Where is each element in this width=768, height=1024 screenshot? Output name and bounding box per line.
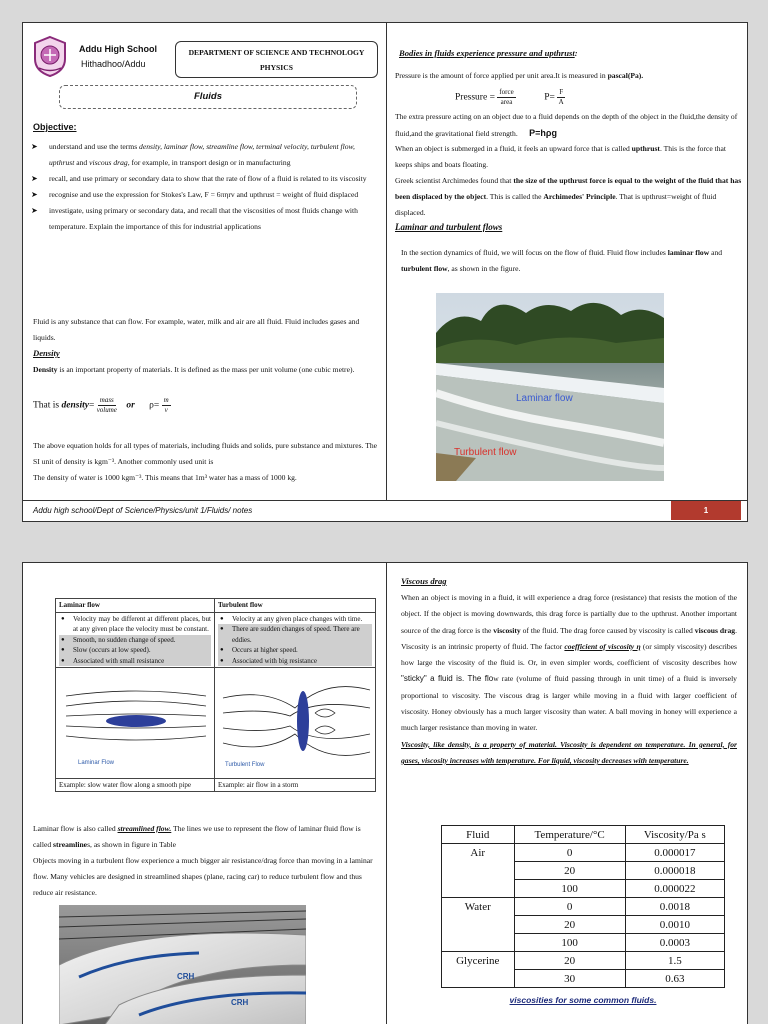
streamline-word: streamlined flow. <box>117 824 172 833</box>
viscous-text: When an object is moving in a fluid, it will experience a drag force (resistance) that resists the motion of the object. If the object is moving downwards, this drag force is partially due to the upthrust. Another important source of the drag force is the <box>401 593 737 635</box>
streamlines-word: streamline <box>53 840 88 849</box>
objective-text: understand and use the terms <box>49 142 140 151</box>
formula-word: density <box>61 400 89 411</box>
f-over-a <box>557 88 565 107</box>
column-divider <box>386 23 387 500</box>
laminar-example: Example: slow water flow along a smooth pipe <box>56 778 215 792</box>
flow-intro-text: , as shown in the figure. <box>447 264 521 273</box>
archimedes-law: the size of the upthrust force is equal to the weight of the fluid that has been displaced by the object <box>395 176 742 201</box>
upthrust-word: upthrust <box>631 144 660 153</box>
table-row <box>442 916 725 934</box>
table-cell: 100 <box>514 880 625 898</box>
table-row <box>442 970 725 988</box>
formula-or: or <box>126 400 135 411</box>
department-subject: PHYSICS <box>260 63 293 72</box>
streamline-text: Laminar flow is also called <box>33 824 118 833</box>
train-photo <box>59 905 306 1024</box>
streamline-text: The lines we use to represent the flow of laminar fluid flow is called <box>33 824 361 849</box>
objective-heading: Objective: <box>33 122 77 132</box>
laminar-flow-diagram <box>56 668 214 774</box>
pressure-definition <box>395 68 740 84</box>
school-name <box>79 42 157 72</box>
emphasis-text: Viscosity, like density, is a property of material. Viscosity is dependent on temperature. <box>401 739 686 749</box>
table-point: ● Velocity at any given place changes with time. <box>218 614 372 625</box>
table-header: Fluid <box>442 826 515 844</box>
page-1 <box>22 22 748 522</box>
objective-item: ➤ recall, and use primary or secondary data to show that the rate of flow of a fluid is related to its viscosity <box>31 171 376 187</box>
viscous-text: (or simply viscosity) describes how large the viscosity of the fluid is. Or, in even simpler words, coefficient of viscosity describes how <box>401 641 738 668</box>
table-cell: Water <box>442 898 515 916</box>
page-footer <box>23 500 748 522</box>
archimedes-paragraph <box>395 173 743 221</box>
table-point: ● Associated with small resistance <box>59 656 211 667</box>
flow-section-intro <box>401 245 741 277</box>
table-cell: 0.000017 <box>625 844 724 862</box>
pressure-heading-text: Bodies in fluids experience pressure and upthrust <box>399 48 575 58</box>
objective-list <box>31 139 376 235</box>
viscosity-table-caption: viscosities for some common fluids. <box>509 995 657 1005</box>
table-cell: 0 <box>514 844 625 862</box>
viscosity-table <box>441 825 725 988</box>
upthrust-text: . This is the force that keeps ships and boats floating. <box>395 144 727 169</box>
m-over-v <box>162 396 171 415</box>
table-row <box>442 898 725 916</box>
archimedes-text: . That is upthrust=weight of fluid displaced. <box>395 192 717 217</box>
density-paragraph <box>33 438 378 486</box>
table-cell: 20 <box>514 952 625 970</box>
turbulent-points <box>215 612 376 668</box>
viscous-text: of the fluid. The drag force caused by viscosity is called <box>520 625 695 635</box>
table-row <box>442 934 725 952</box>
density-definition <box>33 362 373 378</box>
table-cell: 0.0003 <box>625 934 724 952</box>
viscosity-word: viscosity <box>493 625 521 635</box>
table-cell <box>442 934 515 952</box>
pressure-formula <box>455 88 565 107</box>
table-cell: 100 <box>514 934 625 952</box>
formula-denominator: area <box>500 98 513 106</box>
viscosity-emphasis <box>401 737 737 770</box>
table-cell: 20 <box>514 862 625 880</box>
objective-text: for example, in transport design or in manufacturing <box>129 158 291 167</box>
school-logo-icon <box>31 35 69 77</box>
laminar-diagram-label: Laminar Flow <box>78 760 115 766</box>
table-cell: 20 <box>514 916 625 934</box>
flow-intro-text: In the section dynamics of fluid, we will focus on the flow of fluid. Fluid flow includes <box>401 248 668 257</box>
objective-terms: density, laminar flow, streamline flow, terminal velocity, turbulent flow, upthrust <box>49 142 355 167</box>
table-point: ● Occurs at higher speed. <box>218 645 372 656</box>
density-definition-text: is an important property of materials. It is defined as the mass per unit volume (one cubic metre). <box>57 365 355 374</box>
footer-text: Addu high school/Dept of Science/Physics/unit 1/Fluids/ notes <box>33 506 253 515</box>
laminar-points <box>56 612 215 668</box>
objective-terms: viscous drag, <box>89 158 130 167</box>
school-title: Addu High School <box>79 44 157 54</box>
pressure-heading-colon: : <box>574 48 578 58</box>
objective-item: ➤ recognise and use the expression for Stokes's Law, F = 6πηrv and upthrust = weight of fluid displaced <box>31 187 376 203</box>
density-water: The density of water is 1000 kgm⁻³. This means that 1m³ water has a mass of 1000 kg. <box>33 473 297 482</box>
upthrust-text: When an object is submerged in a fluid, it feels an upward force that is called <box>395 144 632 153</box>
page-2 <box>22 562 748 1024</box>
turbulent-diagram-cell <box>215 668 376 779</box>
table-cell: 0.0010 <box>625 916 724 934</box>
archimedes-text: . This is called the <box>486 192 544 201</box>
school-location: Hithadhoo/Addu <box>81 59 146 69</box>
viscous-drag-paragraph <box>401 590 737 769</box>
formula-numerator: F <box>559 88 564 96</box>
density-heading: Density <box>33 348 60 358</box>
laminar-turbulent-heading: Laminar and turbulent flows <box>395 222 503 232</box>
weir-flow-photo <box>436 293 664 481</box>
pressure-unit: pascal(Pa). <box>607 71 644 80</box>
streamline-text: s, as shown in figure in Table <box>87 840 177 849</box>
objective-item <box>31 139 376 171</box>
table-cell <box>442 880 515 898</box>
table-point: ● Associated with big resistance <box>218 656 372 667</box>
fluid-intro: Fluid is any substance that can flow. For example, water, milk and air are all fluid. Fluid includes gases and liquids. <box>33 317 360 342</box>
streamline-paragraph <box>33 821 378 853</box>
turbulent-flow-diagram <box>215 668 375 774</box>
laminar-flow-label: Laminar flow <box>516 393 573 404</box>
viscous-drag-word: viscous drag <box>694 625 736 635</box>
viscous-text: . Viscosity is an intrinsic property of fluid. The factor <box>401 625 737 651</box>
coefficient-word: coefficient of viscosity η <box>564 641 641 651</box>
table-cell: 0 <box>514 898 625 916</box>
table-point: ● There are sudden changes of speed. There are eddies. <box>218 624 372 645</box>
formula-numerator: m <box>163 396 169 404</box>
table-cell: 0.0018 <box>625 898 724 916</box>
formula-denominator: volume <box>96 406 117 414</box>
column-divider <box>386 563 387 1024</box>
department-box <box>175 41 378 78</box>
pressure-def-text: Pressure is the amount of force applied per unit area.It is measured in <box>395 71 608 80</box>
page-number: 1 <box>671 501 741 520</box>
train-logo-text: CRH <box>231 998 249 1007</box>
extra-pressure-text: The extra pressure acting on an object due to a fluid depends on the depth of the object in the fluid,the density of fluid,and the gravitational field strength. <box>395 112 738 138</box>
table-header: Temperature/°C <box>514 826 625 844</box>
table-cell <box>442 970 515 988</box>
formula-rho: ρ= <box>149 400 160 411</box>
laminar-word: laminar flow <box>667 248 710 257</box>
force-over-area <box>497 88 515 107</box>
table-row <box>442 844 725 862</box>
formula-denominator: A <box>558 98 564 106</box>
table-cell: Air <box>442 844 515 862</box>
mass-over-volume <box>97 396 117 415</box>
hydrostatic-formula: P=hρg <box>529 128 557 138</box>
table-cell: 0.000022 <box>625 880 724 898</box>
department-name: DEPARTMENT OF SCIENCE AND TECHNOLOGY <box>188 48 365 57</box>
table-point: ● Slow (occurs at low speed). <box>59 645 211 656</box>
table-row <box>442 862 725 880</box>
upthrust-paragraph <box>395 141 743 173</box>
table-cell <box>442 916 515 934</box>
turbulent-example: Example: air flow in a storm <box>215 778 376 792</box>
density-para-text: The above equation holds for all types of materials, including fluids and solids, pure substance and mixtures. The SI unit of density is kgm⁻³. Another commonly used unit is <box>33 441 378 466</box>
density-term: Density <box>33 365 58 374</box>
topic-title: Fluids <box>59 85 357 109</box>
table-cell: 30 <box>514 970 625 988</box>
formula-prefix: That is <box>33 400 60 411</box>
table-point: ● Velocity may be different at different places, but at any given place the velocity must be constant. <box>59 614 211 635</box>
formula-numerator: mass <box>99 396 114 404</box>
formula-numerator: force <box>499 88 514 96</box>
pressure-heading <box>399 48 578 58</box>
table-header: Viscosity/Pa s <box>625 826 724 844</box>
sticky-phrase: "sticky" a fluid is. The flo <box>401 674 494 684</box>
viscous-drag-heading: Viscous drag <box>401 576 447 586</box>
table-cell: Glycerine <box>442 952 515 970</box>
emphasis-text: In general, for gases, viscosity increases with temperature. For liquid, viscosity decreases with temperature. <box>401 739 737 765</box>
archimedes-principle: Archimedes' Principle <box>543 192 616 201</box>
turbulent-diagram-label: Turbulent Flow <box>225 762 265 768</box>
table-cell <box>442 862 515 880</box>
viscous-text: w rate (volume of fluid passing through in unit time) of a fluid is inversely proportional to viscosity. The viscous drag is larger while moving in a fluid with larger coefficient of viscosity. Honey obviously has a much larger viscosity than water. A ball moving in honey will experience a much larger resistance than moving in water. <box>401 674 737 733</box>
table-header: Laminar flow <box>56 599 215 613</box>
turbulent-flow-label: Turbulent flow <box>454 447 517 458</box>
table-row <box>442 880 725 898</box>
archimedes-text: Greek scientist Archimedes found that <box>395 176 514 185</box>
formula-denominator: v <box>164 406 168 414</box>
train-logo-text: CRH <box>177 972 195 981</box>
table-cell: 0.63 <box>625 970 724 988</box>
laminar-diagram-cell <box>56 668 215 779</box>
objective-text: and <box>74 158 90 167</box>
p-equals: P= <box>544 92 555 103</box>
flow-intro-text: and <box>709 248 723 257</box>
turbulent-word: turbulent flow <box>401 264 448 273</box>
formula-equals: = <box>88 400 95 411</box>
laminar-vs-turbulent-table <box>55 598 376 792</box>
table-cell: 0.000018 <box>625 862 724 880</box>
pressure-label: Pressure = <box>455 92 495 103</box>
table-header: Turbulent flow <box>215 599 376 613</box>
turbulent-drag-paragraph: Objects moving in a turbulent flow experience a much bigger air resistance/drag force than moving in a laminar flow. Many vehicles are designed in streamlined shapes (plane, racing car) to reduce turbulent flow and thus reduce air resistance. <box>33 856 373 897</box>
table-row <box>442 952 725 970</box>
density-formula <box>33 396 171 415</box>
table-point: ● Smooth, no sudden change of speed. <box>59 635 211 646</box>
table-cell: 1.5 <box>625 952 724 970</box>
objective-item: ➤ investigate, using primary or secondary data, and recall that the viscosities of most fluids change with temperature. Explain the importance of this for industrial applications <box>31 203 376 235</box>
extra-pressure <box>395 109 743 142</box>
